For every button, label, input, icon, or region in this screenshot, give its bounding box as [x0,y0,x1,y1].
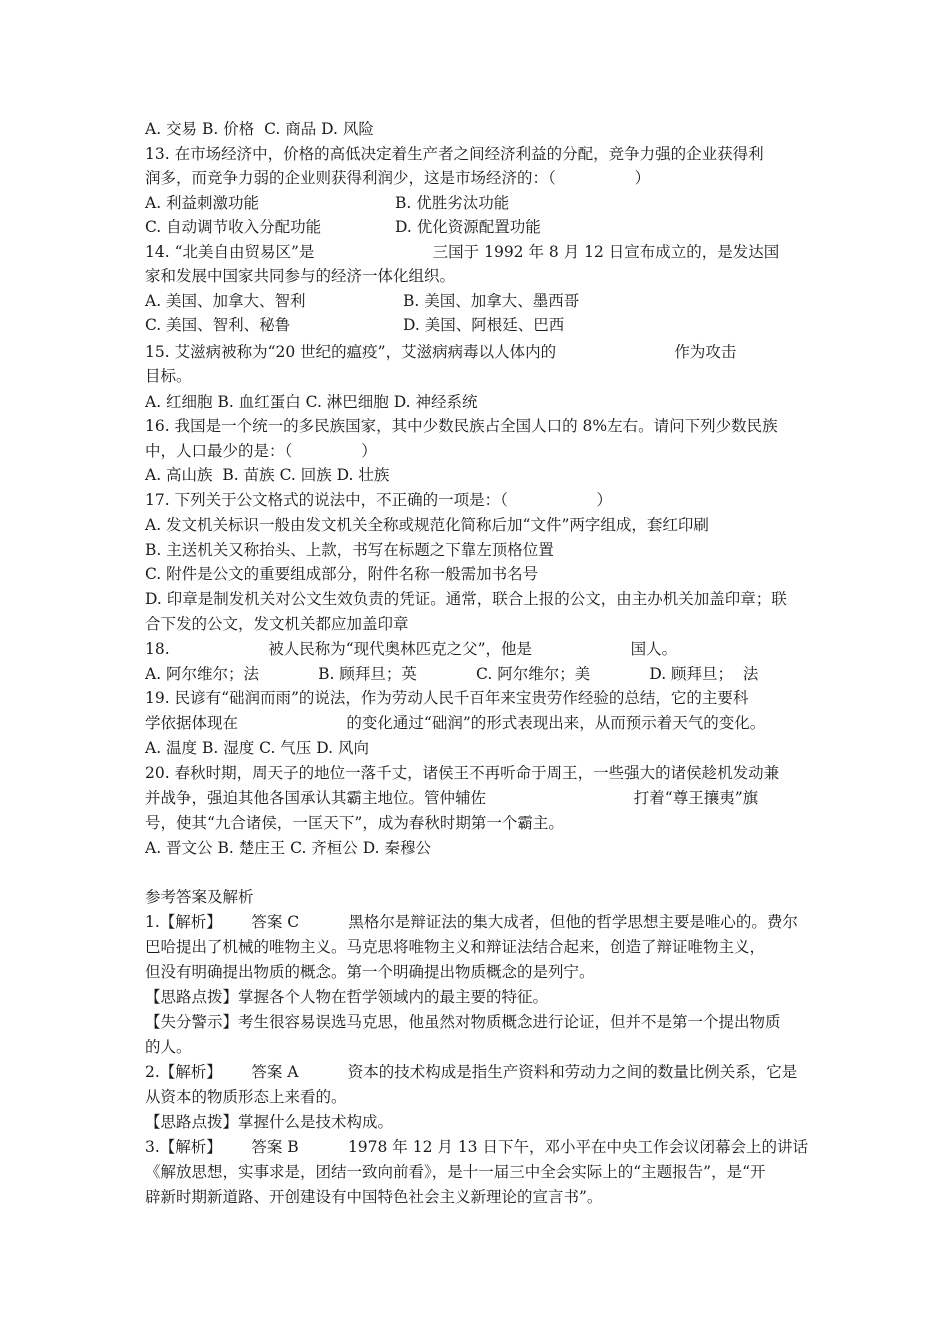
answer1-line3: 但没有明确提出物质的概念。第一个明确提出物质概念的是列宁。 [145,963,595,981]
q19-text-line1: 19. 民谚有“础润而雨”的说法，作为劳动人民千百年来宝贵劳作经验的总结，它的主要科 [145,689,749,707]
answer1-warning-line1: 【失分警示】考生很容易误选马克思，他虽然对物质概念进行论证，但并不是第一个提出物质 [145,1013,781,1031]
q16-options: A. 高山族 B. 苗族 C. 回族 D. 壮族 [145,466,390,484]
q17-option-c: C. 附件是公文的重要组成部分，附件名称一般需加书名号 [145,565,539,583]
q13-option-d: D. 优化资源配置功能 [395,218,541,236]
q13-option-c: C. 自动调节收入分配功能 [145,218,322,236]
q14-option-d: D. 美国、阿根廷、巴西 [403,316,565,334]
answer2-line1: 2.【解析】 答案 A 资本的技术构成是指生产资料和劳动力之间的数量比例关系，它是 [145,1063,798,1081]
answer2-hint: 【思路点拨】掌握什么是技术构成。 [145,1113,394,1131]
q17-option-d-line1: D. 印章是制发机关对公文生效负责的凭证。通常，联合上报的公文，由主办机关加盖印章；联 [145,590,787,608]
q19-options: A. 温度 B. 湿度 C. 气压 D. 风向 [145,739,369,757]
q16-text-line1: 16. 我国是一个统一的多民族国家，其中少数民族占全国人口的 8%左右。请问下列少数民族 [145,417,778,435]
answers-heading: 参考答案及解析 [145,888,254,906]
q20-options: A. 晋文公 B. 楚庄王 C. 齐桓公 D. 秦穆公 [145,839,431,857]
q12-options: A. 交易 B. 价格 C. 商品 D. 风险 [145,120,374,138]
q15-text-line1: 15. 艾滋病被称为“20 世纪的瘟疫”，艾滋病病毒以人体内的 作为攻击 [145,343,737,361]
q19-text-line2: 学依据体现在 的变化通过“础润”的形式表现出来，从而预示着天气的变化。 [145,714,766,732]
answer1-hint: 【思路点拨】掌握各个人物在哲学领域内的最主要的特征。 [145,988,549,1006]
q15-options: A. 红细胞 B. 血红蛋白 C. 淋巴细胞 D. 神经系统 [145,393,478,411]
q20-text-line3: 号，使其“九合诸侯，一匡天下”，成为春秋时期第一个霸主。 [145,814,564,832]
answer1-line1: 1.【解析】 答案 C 黑格尔是辩证法的集大成者，但他的哲学思想主要是唯心的。费尔 [145,913,798,931]
q20-text-line1: 20. 春秋时期，周天子的地位一落千丈，诸侯王不再听命于周王，一些强大的诸侯趁机发动兼 [145,764,780,782]
q14-text-line1: 14. “北美自由贸易区”是 三国于 1992 年 8 月 12 日宣布成立的，是发达国 [145,243,780,261]
q17-text: 17. 下列关于公文格式的说法中，不正确的一项是：（ ） [145,491,613,509]
q14-option-b: B. 美国、加拿大、墨西哥 [403,292,580,310]
q20-text-line2: 并战争，强迫其他各国承认其霸主地位。管仲辅佐 打着“尊王攘夷”旗 [145,789,759,807]
q18-text: 18. 被人民称为“现代奥林匹克之父”，他是 国人。 [145,640,678,658]
q16-text-line2: 中，人口最少的是：（ ） [145,442,377,460]
q18-options: A. 阿尔维尔；法 B. 顾拜旦；英 C. 阿尔维尔；美 D. 顾拜旦； 法 [145,665,759,683]
q13-text-line2: 润多，而竞争力弱的企业则获得利润少，这是市场经济的：（ ） [145,169,651,187]
q14-option-c: C. 美国、智利、秘鲁 [145,316,291,334]
q14-option-a: A. 美国、加拿大、智利 [145,292,306,310]
q13-text-line1: 13. 在市场经济中，价格的高低决定着生产者之间经济利益的分配，竞争力强的企业获得利 [145,145,764,163]
answer3-line1: 3.【解析】 答案 B 1978 年 12 月 13 日下午，邓小平在中央工作会议闭幕会上的讲话 [145,1138,808,1156]
q13-option-b: B. 优胜劣汰功能 [395,194,510,212]
q17-option-b: B. 主送机关又称抬头、上款，书写在标题之下靠左顶格位置 [145,541,554,559]
answer3-line3: 辟新时期新道路、开创建设有中国特色社会主义新理论的宣言书”。 [145,1188,603,1206]
q17-option-a: A. 发文机关标识一般由发文机关全称或规范化简称后加“文件”两字组成，套红印刷 [145,516,709,534]
q17-option-d-line2: 合下发的公文，发文机关都应加盖印章 [145,615,409,633]
answer1-warning-line2: 的人。 [145,1038,192,1056]
answer2-line2: 从资本的物质形态上来看的。 [145,1088,347,1106]
q14-text-line2: 家和发展中国家共同参与的经济一体化组织。 [145,267,456,285]
answer1-line2: 巴哈提出了机械的唯物主义。马克思将唯物主义和辩证法结合起来，创造了辩证唯物主义， [145,938,766,956]
q13-option-a: A. 利益刺激功能 [145,194,260,212]
q15-text-line2: 目标。 [145,367,192,385]
answer3-line2: 《解放思想，实事求是，团结一致向前看》，是十一届三中全会实际上的“主题报告”，是“开 [145,1163,766,1181]
